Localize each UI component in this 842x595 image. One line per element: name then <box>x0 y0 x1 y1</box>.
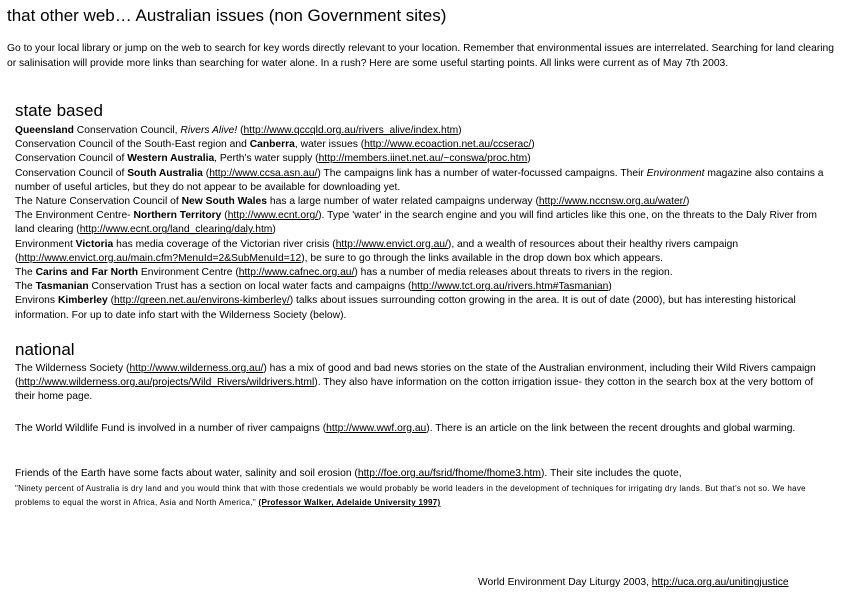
national-p2: The World Wildlife Fund is involved in a number of river campaigns (http://www.wwf.org.au). There is an article on the link between the recent droughts and global warming. <box>15 423 796 434</box>
link-ecnt[interactable]: http://www.ecnt.org/ <box>227 210 319 222</box>
link-unitingjustice[interactable]: http://uca.org.au/unitingjustice <box>651 577 789 588</box>
link-ecoaction[interactable]: http://www.ecoaction.net.au/ccserac/ <box>364 139 532 151</box>
link-quote-source[interactable]: (Professor Walker, Adelaide University 1997) <box>258 498 441 507</box>
state-item-wa: Conservation Council of Western Australia, Perth's water supply (http://members.iinet.net.au/~conswa/proc.htm) <box>15 153 531 165</box>
state-list <box>15 124 830 323</box>
state-item-tas: The Tasmanian Conservation Trust has a section on local water facts and campaigns (http://www.tct.org.au/rivers.htm#Tasmanian) <box>15 281 612 293</box>
footer: World Environment Day Liturgy 2003, http://uca.org.au/unitingjustice <box>478 577 789 588</box>
intro-paragraph: Go to your local library or jump on the web to search for key words directly relevant to your location. Remember that environmental issues are interrelated. Searching for land clearing or salinisation will provide more links than searching for water alone. In a rush? Here are some useful starting points. All links were current as of May 7th 2003. <box>7 43 835 69</box>
national-p3: Friends of the Earth have some facts about water, salinity and soil erosion (http://foe.org.au/fsrid/fhome/fhome3.htm). Their site includes the quote, <box>15 468 682 479</box>
state-item-vic: Environment Victoria has media coverage of the Victorian river crisis (http://www.envict.org.au/), and a wealth of resources about their healthy rivers campaign (http://www.envict.org.au/main.cfm?MenuId=2&SubMenuId=12), be sure to go through the links available in the drop down box which appears. <box>15 238 739 264</box>
state-item-cairns: The Carins and Far North Environment Centre (http://www.cafnec.org.au/) has a number of media releases about threats to rivers in the region. <box>15 267 673 279</box>
link-nccnsw[interactable]: http://www.nccnsw.org.au/water/ <box>538 196 686 208</box>
link-envict-campaign[interactable]: http://www.envict.org.au/main.cfm?MenuId=2&SubMenuId=12 <box>18 252 302 264</box>
state-item-nt: The Environment Centre- Northern Territory (http://www.ecnt.org/). Type 'water' in the search engine and you will find articles like this one, on the threats to the Daly River from land clearing (http://www.ecnt.org/land_clearing/daly.htm) <box>15 210 817 236</box>
link-ccsa[interactable]: http://www.ccsa.asn.au/ <box>209 167 318 179</box>
link-foe[interactable]: http://foe.org.au/fsrid/fhome/fhome3.htm <box>357 468 541 479</box>
state-heading: state based <box>15 101 103 120</box>
link-qccqld[interactable]: http://www.qccqld.org.au/rivers_alive/index.htm <box>243 125 459 136</box>
link-wwf[interactable]: http://www.wwf.org.au <box>326 423 427 434</box>
walker-quote: "Ninety percent of Australia is dry land and you would think that with those credentials we would probably be world leaders in the development of techniques for irrigating dry lands. But that's not so. We have problems to equal the worst in Africa, Asia and North America," (Professor Walker, Adelaide University 1997) <box>15 484 806 507</box>
link-envict[interactable]: http://www.envict.org.au/ <box>335 238 448 250</box>
link-wilderness[interactable]: http://www.wilderness.org.au/ <box>129 363 264 374</box>
link-conswa[interactable]: http://members.iinet.net.au/~conswa/proc.htm <box>318 153 528 165</box>
link-wild-rivers[interactable]: http://www.wilderness.org.au/projects/Wild_Rivers/wildrivers.html <box>18 377 315 389</box>
link-cafnec[interactable]: http://www.cafnec.org.au/ <box>238 267 355 279</box>
page-title: that other web… Australian issues (non Government sites) <box>7 6 447 25</box>
state-item-act: Conservation Council of the South-East region and Canberra, water issues (http://www.ecoaction.net.au/ccserac/) <box>15 139 535 151</box>
state-item-kimberley: Environs Kimberley (http://green.net.au/environs-kimberley/) talks about issues surrounding cotton growing in the area. It is out of date (2000), but has interesting historical information. For up to date info start with the Wilderness Society (below). <box>15 295 796 321</box>
state-item-nsw: The Nature Conservation Council of New South Wales has a large number of water related campaigns underway (http://www.nccnsw.org.au/water/) <box>15 196 690 208</box>
state-item-qld: Queensland Conservation Council, Rivers Alive! (http://www.qccqld.org.au/rivers_alive/index.htm) <box>15 125 462 136</box>
state-item-sa: Conservation Council of South Australia (http://www.ccsa.asn.au/) The campaigns link has a number of water-focussed campaigns. Their Environment magazine also contains a number of useful articles, but they do not appear to be available for downloading yet. <box>15 167 824 193</box>
national-heading: national <box>15 340 75 359</box>
link-environs-kimberley[interactable]: http://green.net.au/environs-kimberley/ <box>114 295 290 307</box>
link-tct[interactable]: http://www.tct.org.au/rivers.htm#Tasmanian <box>411 281 609 293</box>
national-p1: The Wilderness Society (http://www.wilderness.org.au/) has a mix of good and bad news stories on the state of the Australian environment, including their Wild Rivers campaign (http://www.wilderness.org.au/projects/Wild_Rivers/wildrivers.html). They also have information on the cotton irrigation issue- they cotton in the search box at the very bottom of their home page. <box>15 363 816 403</box>
link-ecnt-daly[interactable]: http://www.ecnt.org/land_clearing/daly.htm <box>79 224 273 236</box>
